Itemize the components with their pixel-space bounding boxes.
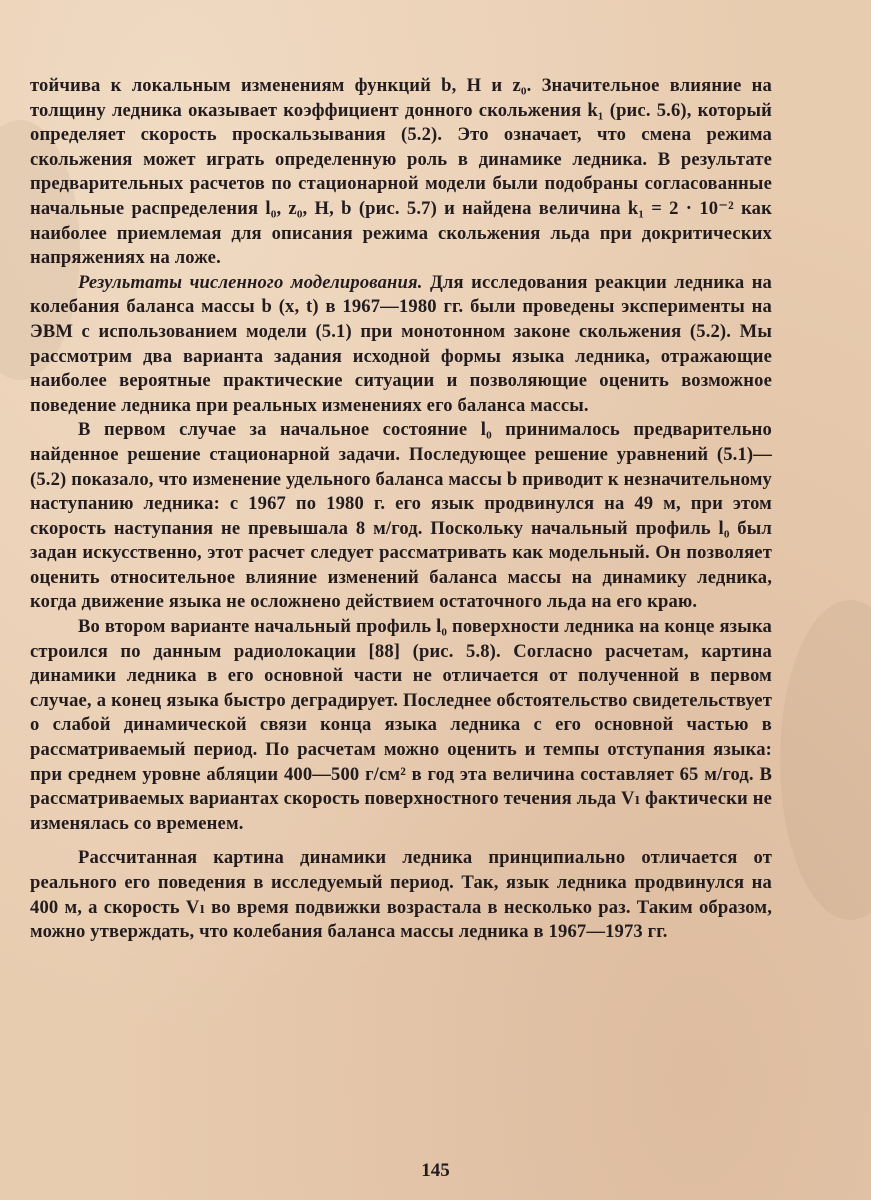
page-number: 145 — [421, 1160, 450, 1181]
paragraph-5: Рассчитанная картина динамики ледника принципиально отличается от реального его поведения в исследуемый период. Так, язык ледника продвинулся на 400 м, а скорость Vₗ во время подвижки возрастала в несколько раз. Таким образом, можно утверждать, что колебания баланса массы ледника в 1967—1973 гг. — [30, 847, 772, 943]
section-heading: Результаты численного моделирования. — [78, 271, 423, 293]
paragraph-4: Во втором варианте начальный профиль l₀ поверхности ледника на конце языка строился по данным радиолокации [88] (рис. 5.8). Согласно расчетам, картина динамики ледника в его основной части не отличается от полученной в первом случае, а конец языка быстро деградирует. Последнее обстоятельство свидетельствует о слабой динамической связи конца языка ледника с его основной частью в рассматриваемый период. По расчетам можно оценить и темпы отступания языка: при среднем уровне абляции 400—500 г/см² в год эта величина составляет 65 м/год. В рассматриваемых вариантах скорость поверхностного течения льда Vₗ фактически не изменялась со временем. — [30, 616, 772, 834]
paragraph-1: тойчива к локальным изменениям функций b, H и z₀. Значительное влияние на толщину ледника оказывает коэффициент донного скольжения k₁ (рис. 5.6), который определяет скорость проскальзывания (5.2). Это означает, что смена режима скольжения может играть определенную роль в динамике ледника. В результате предварительных расчетов по стационарной модели были подобраны согласованные начальные распределения l₀, z₀, H, b (рис. 5.7) и найдена величина k₁ = 2 · 10⁻² как наиболее приемлемая для описания режима скольжения льда при докритических напряжениях на ложе. — [30, 75, 772, 269]
paragraph-2-text: Для исследования реакции ледника на колебания баланса массы b (x, t) в 1967—1980 гг. были проведены эксперименты на ЭВМ с использованием модели (5.1) при монотонном законе скольжения (5.2). Мы рассмотрим два варианта задания исходной формы языка ледника, отражающие наиболее вероятные практические ситуации и позволяющие оценить возможное поведение ледника при реальных изменениях его баланса массы. — [30, 271, 772, 416]
paragraph-3: В первом случае за начальное состояние l₀ принималось предварительно найденное решение стационарной задачи. Последующее решение уравнений (5.1)—(5.2) показало, что изменение удельного баланса массы b приводит к незначительному наступанию ледника: с 1967 по 1980 г. его язык продвинулся на 49 м, при этом скорость наступания не превышала 8 м/год. Поскольку начальный профиль l₀ был задан искусственно, этот расчет следует рассматривать как модельный. Он позволяет оценить относительное влияние изменений баланса массы на динамику ледника, когда движение языка не осложнено действием остаточного льда на его краю. — [30, 419, 772, 613]
page-text — [30, 74, 772, 945]
paragraph-2 — [30, 271, 772, 419]
paper-stain — [780, 600, 871, 920]
